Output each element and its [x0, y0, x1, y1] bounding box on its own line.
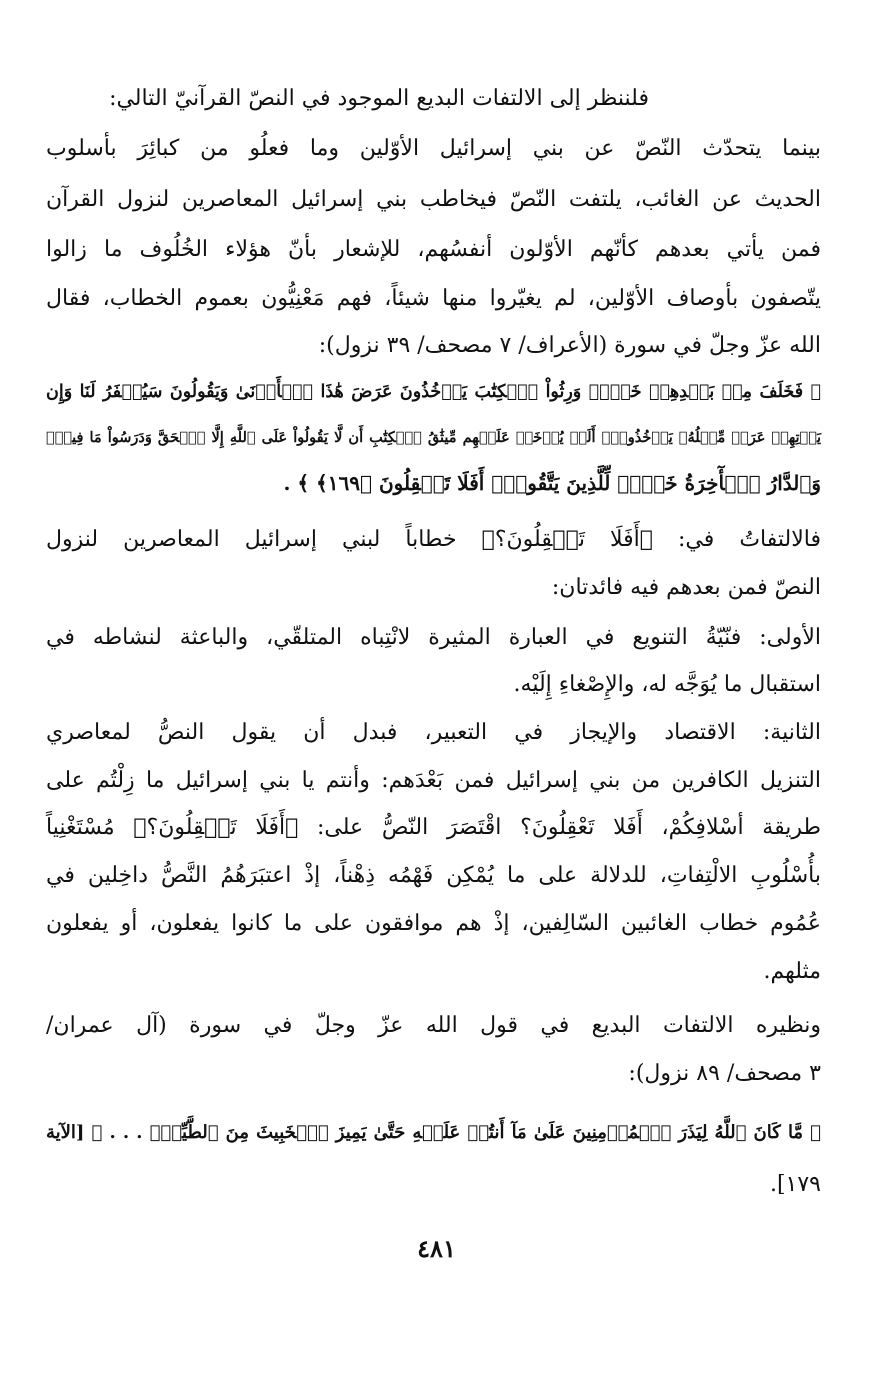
text-line: ١٧٩]. [769, 1172, 821, 1197]
text-line: النصّ فمن بعدهم فيه فائدتان: [551, 575, 821, 600]
quran-verse-line: وَٱلدَّارُ ٱلۡأٓخِرَةُ خَيۡرٞ لِّلَّذِينَ يَتَّقُونَۚ أَفَلَا تَعۡقِلُونَ ﴿١٦٩﴾ ﴾ . [283, 471, 821, 495]
text-line: ونظيره الالتفات البديع في قول الله عزّ وجلّ في سورة (آل عمران/ [46, 1013, 821, 1038]
text-line: فالالتفاتُ في: ﴿أَفَلَا تَعۡقِلُونَ؟﴾ خطاباً لبني إسرائيل المعاصرين لنزول [46, 527, 821, 552]
text-line: الحديث عن الغائب، يلتفت النّصّ فيخاطب بني إسرائيل المعاصرين لنزول القرآن [46, 187, 821, 212]
text-line: فمن يأتي بعدهم كأنّهم الأوّلون أنفسُهم، للإشعار بأنّ هؤلاء الخُلُوف ما زالوا [46, 237, 821, 262]
text-line: الله عزّ وجلّ في سورة (الأعراف/ ٧ مصحف/ ٣٩ نزول): [318, 333, 821, 358]
quran-verse-line: ﴿ فَخَلَفَ مِنۢ بَعۡدِهِمۡ خَلۡفٞ وَرِثُواْ ٱلۡكِتَٰبَ يَأۡخُذُونَ عَرَضَ هَٰذَا ٱلۡأَدۡنَىٰ وَيَقُولُونَ سَيُغۡفَرُ لَنَا وَإِن [46, 382, 821, 402]
text-line: ٣ مصحف/ ٨٩ نزول): [628, 1061, 821, 1086]
text-line: الثانية: الاقتصاد والإيجاز في التعبير، فبدل أن يقول النصُّ لمعاصري [46, 720, 821, 745]
text-line: فلننظر إلى الالتفات البديع الموجود في النصّ القرآنيّ التالي: [109, 86, 649, 111]
text-line: التنزيل الكافرين من بني إسرائيل فمن بَعْدَهم: وأنتم يا بني إسرائيل ما زِلْتُم على [46, 768, 821, 793]
quran-verse-line: ﴿ مَّا كَانَ ٱللَّهُ لِيَذَرَ ٱلۡمُؤۡمِنِينَ عَلَىٰ مَآ أَنتُمۡ عَلَيۡهِ حَتَّىٰ يَمِيزَ ٱلۡخَبِيثَ مِنَ ٱلطَّيِّبِۗ . . . ﴾ [الآية [46, 1122, 821, 1143]
text-line: بأُسْلُوبِ الالْتِفاتِ، للدلالة على ما يُمْكِن فَهْمُه ذِهْناً، إذْ اعتبَرَهُمُ النَّصُّ داخِلين في [46, 863, 821, 888]
text-line: بينما يتحدّث النّصّ عن بني إسرائيل الأوّلين وما فعلُو من كبائِرَ بأسلوب [46, 136, 821, 161]
text-line: استقبال ما يُوَجَّه له، والإِصْغاءِ إِلَيْه. [513, 672, 821, 697]
text-line: طريقة أسْلافِكُمْ، أَفَلا تَعْقِلُونَ؟ اقْتَصَرَ النّصُّ على: ﴿أَفَلَا تَعۡقِلُونَ؟﴾ مُسْتَغْنِياً [46, 815, 821, 840]
text-line: يتّصفون بأوصاف الأوّلين، لم يغيّروا منها شيئاً، فهم مَعْنِيُّون بعموم الخطاب، فقال [46, 286, 821, 311]
page-number: ٤٨١ [417, 1234, 456, 1263]
text-line: عُمُوم خطاب الغائبين السّالِفين، إذْ هم موافقون على ما كانوا يفعلون، أو يفعلون [46, 911, 821, 936]
text-line: مثلهم. [763, 959, 821, 984]
text-line: الأولى: فنّيّةُ التنويع في العبارة المثيرة لانْتِباه المتلقّي، والباعثة لنشاطه في [46, 625, 821, 650]
quran-verse-line: يَأۡتِهِمۡ عَرَضٞ مِّثۡلُهُۥ يَأۡخُذُوهُۚ أَلَمۡ يُؤۡخَذۡ عَلَيۡهِم مِّيثَٰقُ ٱلۡكِتَٰبِ أَن لَّا يَقُولُواْ عَلَى ٱللَّهِ إِلَّا ٱلۡحَقَّ وَدَرَسُواْ مَا فِيهِۗ [46, 429, 821, 446]
